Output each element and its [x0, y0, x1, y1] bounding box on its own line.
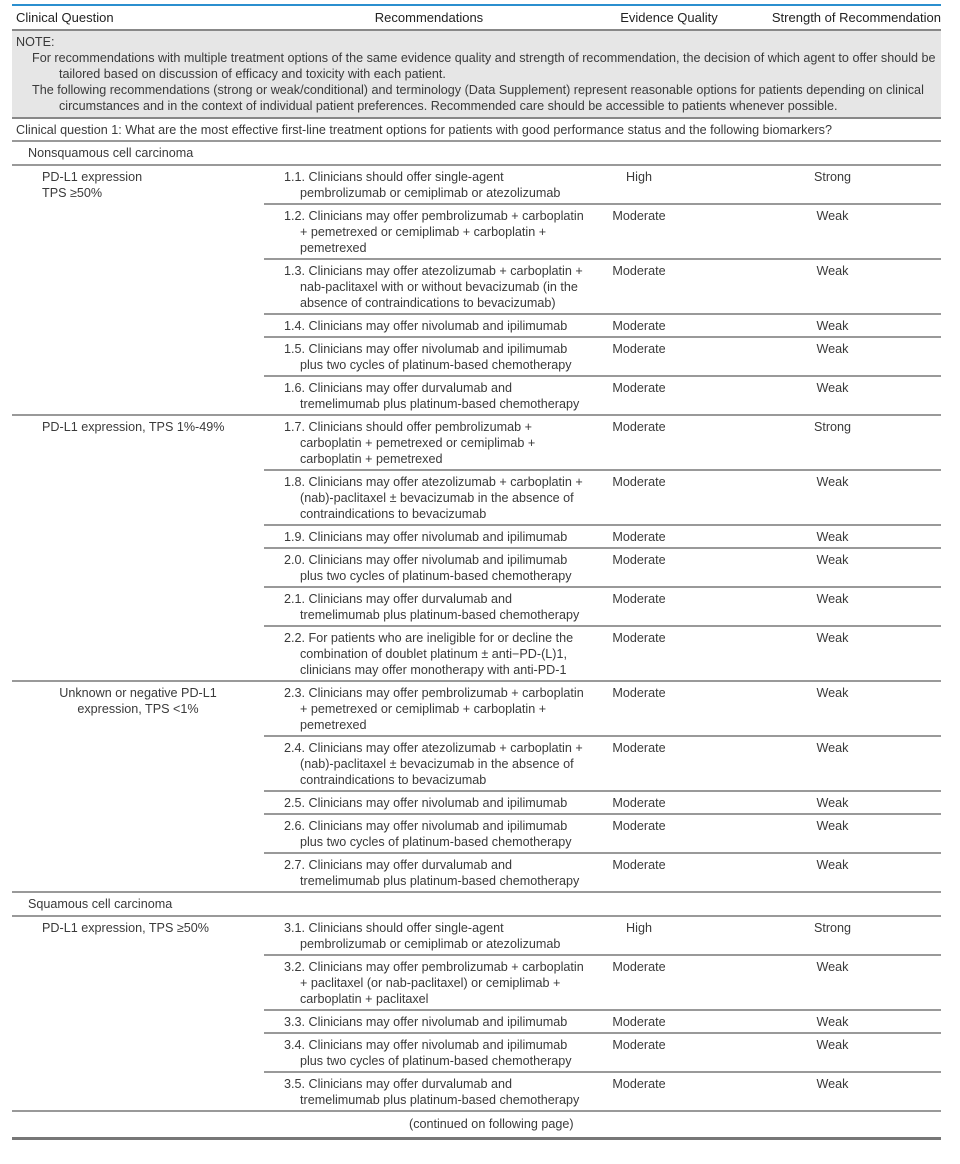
evidence-quality-cell: Moderate: [594, 415, 744, 470]
recommendation-cell: [264, 1010, 594, 1033]
evidence-quality-cell: Moderate: [594, 955, 744, 1010]
strength-cell: Weak: [744, 814, 941, 853]
recommendation-cell: [264, 791, 594, 814]
biomarker-cell: PD-L1 expression, TPS 1%-49%: [12, 415, 264, 681]
recommendation-cell: [264, 470, 594, 525]
continued-note: (continued on following page): [264, 1111, 941, 1139]
recommendation-text: 1.9. Clinicians may offer nivolumab and ipilimumab: [284, 530, 568, 544]
evidence-quality-cell: Moderate: [594, 853, 744, 892]
table-row: [12, 916, 941, 955]
evidence-quality-cell: Moderate: [594, 259, 744, 314]
recommendation-cell: [264, 204, 594, 259]
recommendation-text: 1.7. Clinicians should offer pembrolizumab + carboplatin + pemetrexed or cemiplimab + carboplatin + pemetrexed: [284, 420, 536, 466]
table-row: [12, 415, 941, 470]
section-row: [12, 892, 941, 916]
recommendation-text: 2.4. Clinicians may offer atezolizumab + carboplatin + (nab)-paclitaxel ± bevacizumab in the absence of contraindications to bevacizumab: [284, 741, 583, 787]
recommendation-text: 3.3. Clinicians may offer nivolumab and ipilimumab: [284, 1015, 568, 1029]
evidence-quality-cell: Moderate: [594, 1033, 744, 1072]
biomarker-cell: PD-L1 expression TPS ≥50%: [12, 165, 264, 415]
table-header-row: [12, 6, 941, 30]
strength-cell: Strong: [744, 916, 941, 955]
evidence-quality-cell: Moderate: [594, 1010, 744, 1033]
recommendation-cell: [264, 626, 594, 681]
continued-row: [12, 1111, 941, 1139]
recommendation-text: 1.6. Clinicians may offer durvalumab and tremelimumab plus platinum-based chemotherapy: [284, 381, 580, 411]
recommendation-text: 3.4. Clinicians may offer nivolumab and ipilimumab plus two cycles of platinum-based chemotherapy: [284, 1038, 572, 1068]
recommendation-cell: [264, 1033, 594, 1072]
recommendation-text: 1.3. Clinicians may offer atezolizumab + carboplatin + nab-paclitaxel with or without bevacizumab (in the absence of contraindications to bevacizumab): [284, 264, 583, 310]
note-row: [12, 30, 941, 118]
strength-cell: Weak: [744, 470, 941, 525]
clinical-question-row: [12, 118, 941, 141]
strength-cell: Strong: [744, 165, 941, 204]
recommendation-text: 1.1. Clinicians should offer single-agent pembrolizumab or cemiplimab or atezolizumab: [284, 170, 561, 200]
strength-cell: Weak: [744, 1072, 941, 1111]
evidence-quality-cell: Moderate: [594, 376, 744, 415]
note-line: The following recommendations (strong or weak/conditional) and terminology (Data Supplement) represent reasonable options for patients depending on clinical circumstances and in the context of individual patient preferences. Recommended care should be accessible to patients whenever possible.: [32, 83, 924, 113]
header-strength: Strength of Recommendation: [744, 6, 941, 30]
recommendation-text: 1.8. Clinicians may offer atezolizumab + carboplatin + (nab)-paclitaxel ± bevacizumab in the absence of contraindications to bevacizumab: [284, 475, 583, 521]
note-label: NOTE:: [16, 35, 55, 49]
strength-cell: Weak: [744, 259, 941, 314]
evidence-quality-cell: High: [594, 165, 744, 204]
recommendation-cell: [264, 525, 594, 548]
recommendation-text: 2.6. Clinicians may offer nivolumab and ipilimumab plus two cycles of platinum-based chemotherapy: [284, 819, 572, 849]
biomarker-cell: Unknown or negative PD-L1 expression, TPS <1%: [12, 681, 264, 892]
evidence-quality-cell: High: [594, 916, 744, 955]
header-clinical-question: Clinical Question: [12, 6, 264, 30]
recommendation-text: 1.5. Clinicians may offer nivolumab and ipilimumab plus two cycles of platinum-based chemotherapy: [284, 342, 572, 372]
recommendation-text: 3.5. Clinicians may offer durvalumab and tremelimumab plus platinum-based chemotherapy: [284, 1077, 580, 1107]
recommendation-text: 2.0. Clinicians may offer nivolumab and ipilimumab plus two cycles of platinum-based chemotherapy: [284, 553, 572, 583]
recommendation-cell: [264, 955, 594, 1010]
evidence-quality-cell: Moderate: [594, 470, 744, 525]
recommendation-text: 2.3. Clinicians may offer pembrolizumab + carboplatin + pemetrexed or cemiplimab + carboplatin + pemetrexed: [284, 686, 584, 732]
strength-cell: Weak: [744, 314, 941, 337]
recommendation-text: 3.2. Clinicians may offer pembrolizumab + carboplatin + paclitaxel (or nab-paclitaxel) or cemiplimab + carboplatin + paclitaxel: [284, 960, 584, 1006]
evidence-quality-cell: Moderate: [594, 681, 744, 736]
recommendation-cell: [264, 587, 594, 626]
recommendations-table: [12, 6, 941, 1140]
recommendation-text: 1.2. Clinicians may offer pembrolizumab + carboplatin + pemetrexed or cemiplimab + carboplatin + pemetrexed: [284, 209, 584, 255]
recommendation-text: 3.1. Clinicians should offer single-agent pembrolizumab or cemiplimab or atezolizumab: [284, 921, 561, 951]
strength-cell: Weak: [744, 1010, 941, 1033]
recommendation-text: 2.5. Clinicians may offer nivolumab and ipilimumab: [284, 796, 568, 810]
recommendations-table-container: [12, 4, 941, 1140]
strength-cell: Weak: [744, 736, 941, 791]
evidence-quality-cell: Moderate: [594, 548, 744, 587]
section-title: Squamous cell carcinoma: [12, 892, 941, 916]
evidence-quality-cell: Moderate: [594, 736, 744, 791]
strength-cell: Weak: [744, 681, 941, 736]
recommendation-cell: [264, 415, 594, 470]
strength-cell: Weak: [744, 337, 941, 376]
evidence-quality-cell: Moderate: [594, 626, 744, 681]
recommendation-text: 2.1. Clinicians may offer durvalumab and tremelimumab plus platinum-based chemotherapy: [284, 592, 580, 622]
evidence-quality-cell: Moderate: [594, 791, 744, 814]
table-row: [12, 681, 941, 736]
evidence-quality-cell: Moderate: [594, 1072, 744, 1111]
recommendation-cell: [264, 165, 594, 204]
evidence-quality-cell: Moderate: [594, 525, 744, 548]
note-line: For recommendations with multiple treatment options of the same evidence quality and strength of recommendation, the decision of which agent to offer should be tailored based on discussion of efficacy and toxicity with each patient.: [32, 51, 936, 81]
recommendation-cell: [264, 916, 594, 955]
biomarker-cell: PD-L1 expression, TPS ≥50%: [12, 916, 264, 1111]
evidence-quality-cell: Moderate: [594, 204, 744, 259]
recommendation-cell: [264, 548, 594, 587]
evidence-quality-cell: Moderate: [594, 337, 744, 376]
evidence-quality-cell: Moderate: [594, 314, 744, 337]
strength-cell: Weak: [744, 955, 941, 1010]
recommendation-cell: [264, 337, 594, 376]
strength-cell: Weak: [744, 626, 941, 681]
strength-cell: Weak: [744, 853, 941, 892]
recommendation-cell: [264, 376, 594, 415]
strength-cell: Strong: [744, 415, 941, 470]
recommendation-text: 1.4. Clinicians may offer nivolumab and ipilimumab: [284, 319, 568, 333]
header-evidence-quality: Evidence Quality: [594, 6, 744, 30]
section-title: Nonsquamous cell carcinoma: [12, 141, 941, 165]
section-row: [12, 141, 941, 165]
recommendation-text: 2.2. For patients who are ineligible for or decline the combination of doublet platinum ± anti−PD-(L)1, clinicians may offer monotherapy with anti-PD-1: [284, 631, 574, 677]
header-recommendations: Recommendations: [264, 6, 594, 30]
strength-cell: Weak: [744, 1033, 941, 1072]
recommendation-cell: [264, 1072, 594, 1111]
recommendation-cell: [264, 814, 594, 853]
strength-cell: Weak: [744, 791, 941, 814]
evidence-quality-cell: Moderate: [594, 814, 744, 853]
evidence-quality-cell: Moderate: [594, 587, 744, 626]
recommendation-cell: [264, 853, 594, 892]
table-row: [12, 165, 941, 204]
strength-cell: Weak: [744, 204, 941, 259]
strength-cell: Weak: [744, 548, 941, 587]
strength-cell: Weak: [744, 376, 941, 415]
recommendation-cell: [264, 681, 594, 736]
clinical-question-1: Clinical question 1: What are the most effective first-line treatment options for patients with good performance status and the following biomarkers?: [12, 118, 941, 141]
recommendation-cell: [264, 736, 594, 791]
recommendation-cell: [264, 259, 594, 314]
recommendation-cell: [264, 314, 594, 337]
recommendation-text: 2.7. Clinicians may offer durvalumab and tremelimumab plus platinum-based chemotherapy: [284, 858, 580, 888]
strength-cell: Weak: [744, 525, 941, 548]
strength-cell: Weak: [744, 587, 941, 626]
